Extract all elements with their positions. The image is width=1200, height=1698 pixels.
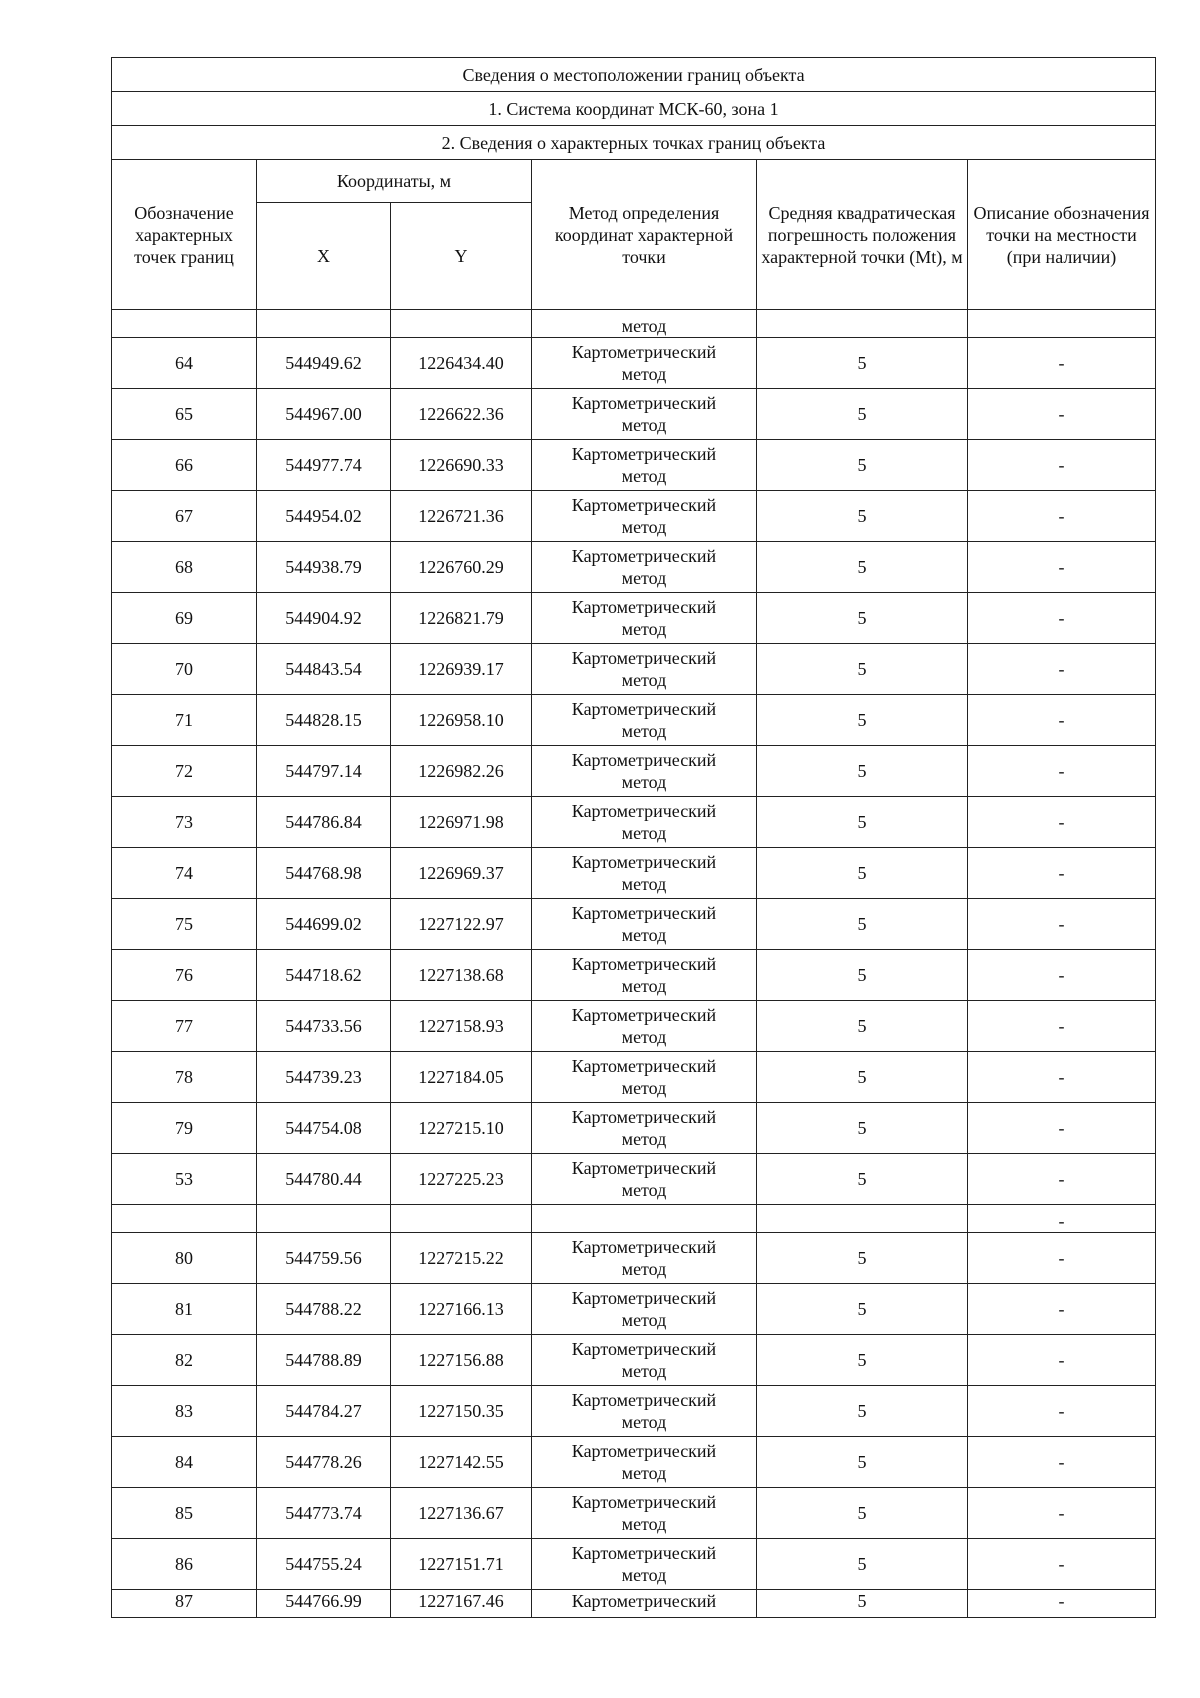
cell-method (532, 797, 757, 848)
cell-description: - (968, 1539, 1156, 1590)
cell-accuracy: 5 (757, 746, 968, 797)
cell-description: - (968, 1052, 1156, 1103)
cell-y: 1226760.29 (391, 542, 532, 593)
empty-cell (532, 1205, 757, 1233)
cell-x: 544755.24 (257, 1539, 391, 1590)
header-point: Обозначение характерных точек границ (112, 160, 257, 310)
method-line-1: Картометрический (571, 1005, 717, 1025)
cell-accuracy: 5 (757, 950, 968, 1001)
method-line-2: метод (621, 619, 667, 639)
cell-accuracy: 5 (757, 695, 968, 746)
table-row (112, 899, 1156, 950)
cell-description: - (968, 1233, 1156, 1284)
cell-method (532, 1154, 757, 1205)
table-row (112, 593, 1156, 644)
cell-accuracy: 5 (757, 1052, 968, 1103)
cell-y: 1227215.10 (391, 1103, 532, 1154)
cell-method (532, 1539, 757, 1590)
method-line-1: Картометрический (571, 903, 717, 923)
cell-y: 1227122.97 (391, 899, 532, 950)
table-row (112, 1233, 1156, 1284)
cell-description: - (968, 542, 1156, 593)
cell-x: 544904.92 (257, 593, 391, 644)
cell-x: 544718.62 (257, 950, 391, 1001)
table-title: Сведения о местоположении границ объекта (112, 58, 1156, 92)
cell-x: 544788.89 (257, 1335, 391, 1386)
continuation-row (112, 310, 1156, 338)
cell-method (532, 899, 757, 950)
cell-y: 1226971.98 (391, 797, 532, 848)
table-row (112, 950, 1156, 1001)
cell-y: 1227156.88 (391, 1335, 532, 1386)
method-line-2: метод (621, 568, 667, 588)
cell-point-id: 82 (112, 1335, 257, 1386)
cell-y: 1227184.05 (391, 1052, 532, 1103)
method-line-2: метод (621, 1412, 667, 1432)
cell-description: - (968, 1001, 1156, 1052)
table-row (112, 848, 1156, 899)
cell-method (532, 1001, 757, 1052)
cell-point-id: 81 (112, 1284, 257, 1335)
cell-accuracy: 5 (757, 593, 968, 644)
section-title: 2. Сведения о характерных точках границ объекта (112, 126, 1156, 160)
cell-method (532, 440, 757, 491)
cell-y: 1226721.36 (391, 491, 532, 542)
method-line-1: Картометрический (571, 1107, 717, 1127)
cell-description: - (968, 1437, 1156, 1488)
cell-description: - (968, 695, 1156, 746)
method-line-1: Картометрический (571, 342, 717, 362)
method-line-2: метод (621, 364, 667, 384)
cell-point-id: 79 (112, 1103, 257, 1154)
cell-description: - (968, 1488, 1156, 1539)
cell-point-id: 80 (112, 1233, 257, 1284)
cell-accuracy: 5 (757, 1488, 968, 1539)
coordinates-table (111, 57, 1156, 1618)
cell-point-id: 53 (112, 1154, 257, 1205)
cell-y: 1226958.10 (391, 695, 532, 746)
cell-method: Картометрический (532, 1590, 757, 1618)
table-row (112, 389, 1156, 440)
cell-x: 544699.02 (257, 899, 391, 950)
cell-y: 1226969.37 (391, 848, 532, 899)
method-line-1: Картометрический (571, 597, 717, 617)
table-row (112, 1437, 1156, 1488)
cell-method (532, 695, 757, 746)
cell-description: - (968, 1103, 1156, 1154)
cell-description: - (968, 491, 1156, 542)
continuation-method: метод (532, 310, 757, 338)
table-row (112, 644, 1156, 695)
cell-x: 544784.27 (257, 1386, 391, 1437)
cell-point-id: 69 (112, 593, 257, 644)
cell-method (532, 848, 757, 899)
cell-y: 1226821.79 (391, 593, 532, 644)
cell-x: 544780.44 (257, 1154, 391, 1205)
method-line-1: Картометрический (571, 750, 717, 770)
cell-method (532, 950, 757, 1001)
cell-description: - (968, 1590, 1156, 1618)
cell-y: 1227215.22 (391, 1233, 532, 1284)
method-line-1: Картометрический (571, 1056, 717, 1076)
table-row (112, 1001, 1156, 1052)
cell-point-id: 65 (112, 389, 257, 440)
cell-point-id: 68 (112, 542, 257, 593)
cell-x: 544773.74 (257, 1488, 391, 1539)
method-line-2: метод (621, 1180, 667, 1200)
cell-y: 1227158.93 (391, 1001, 532, 1052)
cell-y: 1227150.35 (391, 1386, 532, 1437)
table-row (112, 491, 1156, 542)
cell-point-id: 76 (112, 950, 257, 1001)
cell-point-id: 86 (112, 1539, 257, 1590)
cell-description: - (968, 440, 1156, 491)
empty-cell (112, 1205, 257, 1233)
method-line-2: метод (621, 1129, 667, 1149)
table-row (112, 1154, 1156, 1205)
empty-cell (257, 1205, 391, 1233)
header-method: Метод определения координат характерной точки (532, 160, 757, 310)
method-line-2: метод (621, 721, 667, 741)
method-line-1: Картометрический (571, 1288, 717, 1308)
cell-point-id: 72 (112, 746, 257, 797)
cell-x: 544954.02 (257, 491, 391, 542)
method-line-2: метод (621, 1463, 667, 1483)
method-line-2: метод (621, 1078, 667, 1098)
cell-x: 544843.54 (257, 644, 391, 695)
method-line-1: Картометрический (571, 699, 717, 719)
cell-accuracy: 5 (757, 1103, 968, 1154)
cell-y: 1226690.33 (391, 440, 532, 491)
cell-y: 1227151.71 (391, 1539, 532, 1590)
cell-method (532, 338, 757, 389)
cell-method (532, 746, 757, 797)
cell-point-id: 87 (112, 1590, 257, 1618)
table-row (112, 746, 1156, 797)
cell-point-id: 77 (112, 1001, 257, 1052)
cell-x: 544967.00 (257, 389, 391, 440)
cell-y: 1226434.40 (391, 338, 532, 389)
cell-description: - (968, 797, 1156, 848)
cell-x: 544733.56 (257, 1001, 391, 1052)
method-line-1: Картометрический (571, 801, 717, 821)
table-row (112, 1103, 1156, 1154)
table-row (112, 695, 1156, 746)
cell-x: 544788.22 (257, 1284, 391, 1335)
cell-x: 544759.56 (257, 1233, 391, 1284)
cell-accuracy: 5 (757, 338, 968, 389)
method-line-2: метод (621, 925, 667, 945)
cell-description: - (968, 1205, 1156, 1233)
method-line-2: метод (621, 1259, 667, 1279)
empty-cell (391, 1205, 532, 1233)
method-line-1: Картометрический (571, 852, 717, 872)
cell-point-id: 66 (112, 440, 257, 491)
table-row (112, 1539, 1156, 1590)
method-line-2: метод (621, 1027, 667, 1047)
cell-point-id: 71 (112, 695, 257, 746)
cell-description: - (968, 644, 1156, 695)
cell-description: - (968, 1335, 1156, 1386)
cell-method (532, 542, 757, 593)
cell-accuracy: 5 (757, 440, 968, 491)
cell-point-id: 75 (112, 899, 257, 950)
cell-accuracy: 5 (757, 1154, 968, 1205)
cell-x: 544768.98 (257, 848, 391, 899)
cell-x: 544739.23 (257, 1052, 391, 1103)
method-line-2: метод (621, 466, 667, 486)
method-line-2: метод (621, 1514, 667, 1534)
method-line-1: Картометрический (571, 393, 717, 413)
method-line-1: Картометрический (571, 954, 717, 974)
cell-accuracy: 5 (757, 1001, 968, 1052)
cell-point-id: 74 (112, 848, 257, 899)
cell-x: 544778.26 (257, 1437, 391, 1488)
cell-accuracy: 5 (757, 1539, 968, 1590)
cell-method (532, 1488, 757, 1539)
cell-accuracy: 5 (757, 899, 968, 950)
cell-description: - (968, 899, 1156, 950)
method-line-2: метод (621, 517, 667, 537)
method-line-2: метод (621, 772, 667, 792)
cell-y: 1226982.26 (391, 746, 532, 797)
table-row (112, 797, 1156, 848)
table-row (112, 1335, 1156, 1386)
cell-x: 544977.74 (257, 440, 391, 491)
table-row (112, 1488, 1156, 1539)
cell-accuracy: 5 (757, 644, 968, 695)
cell-description: - (968, 1154, 1156, 1205)
cell-method (532, 491, 757, 542)
header-description: Описание обозначения точки на местности (при наличии) (968, 160, 1156, 310)
method-line-1: Картометрический (571, 546, 717, 566)
cell-x: 544797.14 (257, 746, 391, 797)
method-line-1: Картометрический (571, 495, 717, 515)
cell-method (532, 1103, 757, 1154)
empty-cell (757, 1205, 968, 1233)
cell-x: 544786.84 (257, 797, 391, 848)
cell-x: 544938.79 (257, 542, 391, 593)
cell-method (532, 644, 757, 695)
method-line-2: метод (621, 1565, 667, 1585)
table-row (112, 1052, 1156, 1103)
cell-method (532, 1437, 757, 1488)
method-line-1: Картометрический (571, 1543, 717, 1563)
cell-accuracy: 5 (757, 1437, 968, 1488)
cell-accuracy: 5 (757, 1386, 968, 1437)
cell-point-id: 83 (112, 1386, 257, 1437)
cell-method (532, 1233, 757, 1284)
method-line-1: Картометрический (571, 648, 717, 668)
table-row (112, 338, 1156, 389)
method-line-2: метод (621, 823, 667, 843)
cell-accuracy: 5 (757, 491, 968, 542)
cell-point-id: 64 (112, 338, 257, 389)
header-y: Y (391, 203, 532, 310)
cell-description: - (968, 1386, 1156, 1437)
cell-y: 1227225.23 (391, 1154, 532, 1205)
method-line-1: Картометрический (571, 1441, 717, 1461)
cell-x: 544949.62 (257, 338, 391, 389)
method-line-1: Картометрический (571, 1492, 717, 1512)
cell-description: - (968, 950, 1156, 1001)
method-line-2: метод (621, 1310, 667, 1330)
cell-y: 1227166.13 (391, 1284, 532, 1335)
cell-point-id: 67 (112, 491, 257, 542)
cell-method (532, 1284, 757, 1335)
cell-accuracy: 5 (757, 1284, 968, 1335)
cell-description: - (968, 338, 1156, 389)
cell-x: 544766.99 (257, 1590, 391, 1618)
cell-point-id: 84 (112, 1437, 257, 1488)
cell-method (532, 1335, 757, 1386)
method-line-1: Картометрический (571, 444, 717, 464)
method-line-2: метод (621, 670, 667, 690)
method-line-1: Картометрический (571, 1237, 717, 1257)
cell-accuracy: 5 (757, 389, 968, 440)
cell-accuracy: 5 (757, 1233, 968, 1284)
cell-point-id: 78 (112, 1052, 257, 1103)
cell-x: 544828.15 (257, 695, 391, 746)
method-line-2: метод (621, 1361, 667, 1381)
cell-point-id: 85 (112, 1488, 257, 1539)
cell-accuracy: 5 (757, 542, 968, 593)
separator-row (112, 1205, 1156, 1233)
cell-point-id: 70 (112, 644, 257, 695)
coordinate-system: 1. Система координат МСК-60, зона 1 (112, 92, 1156, 126)
cell-method (532, 1052, 757, 1103)
cell-y: 1227138.68 (391, 950, 532, 1001)
method-line-1: Картометрический (571, 1390, 717, 1410)
table-row (112, 440, 1156, 491)
method-line-1: Картометрический (571, 1339, 717, 1359)
header-x: X (257, 203, 391, 310)
cell-y: 1227142.55 (391, 1437, 532, 1488)
cell-description: - (968, 593, 1156, 644)
cell-method (532, 389, 757, 440)
table-row (112, 1386, 1156, 1437)
method-line-1: Картометрический (571, 1158, 717, 1178)
method-line-2: метод (621, 976, 667, 996)
cell-accuracy: 5 (757, 848, 968, 899)
cell-x: 544754.08 (257, 1103, 391, 1154)
header-coords: Координаты, м (257, 160, 532, 203)
table-row (112, 1590, 1156, 1618)
cell-y: 1227136.67 (391, 1488, 532, 1539)
cell-y: 1226622.36 (391, 389, 532, 440)
header-accuracy: Средняя квадратическая погрешность положения характерной точки (Mt), м (757, 160, 968, 310)
cell-accuracy: 5 (757, 797, 968, 848)
method-line-2: метод (621, 415, 667, 435)
table-row (112, 1284, 1156, 1335)
cell-description: - (968, 746, 1156, 797)
cell-description: - (968, 389, 1156, 440)
cell-description: - (968, 1284, 1156, 1335)
cell-accuracy: 5 (757, 1590, 968, 1618)
cell-accuracy: 5 (757, 1335, 968, 1386)
cell-y: 1226939.17 (391, 644, 532, 695)
method-line-2: метод (621, 874, 667, 894)
cell-method (532, 593, 757, 644)
cell-point-id: 73 (112, 797, 257, 848)
cell-method (532, 1386, 757, 1437)
cell-description: - (968, 848, 1156, 899)
cell-y: 1227167.46 (391, 1590, 532, 1618)
table-row (112, 542, 1156, 593)
